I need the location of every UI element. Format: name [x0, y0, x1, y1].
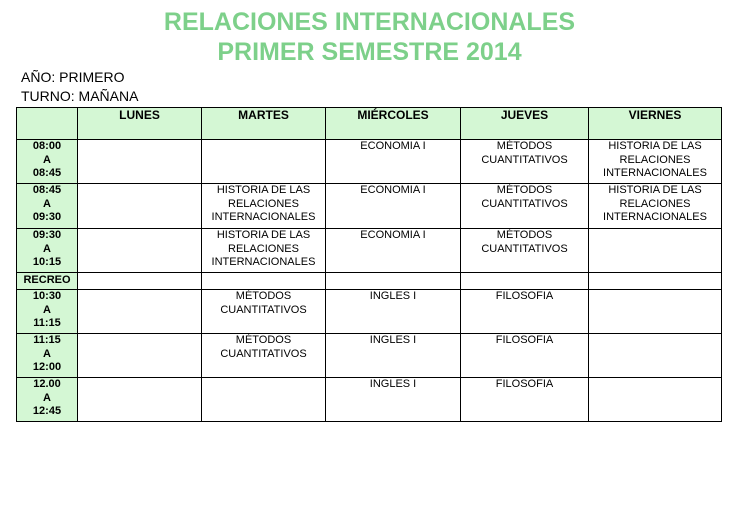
page-subtitle: PRIMER SEMESTRE 2014: [217, 38, 522, 66]
class-cell: [78, 229, 202, 273]
class-cell: [202, 378, 326, 422]
table-row: [17, 229, 722, 273]
time-sep: A: [43, 242, 51, 255]
class-cell: HISTORIA DE LAS RELACIONES INTERNACIONALES: [589, 184, 722, 229]
schedule-table: [16, 107, 722, 422]
page-title: RELACIONES INTERNACIONALES: [163, 8, 576, 36]
time-start: 09:30: [32, 229, 62, 241]
table-row: [17, 334, 722, 378]
table-row: [17, 290, 722, 334]
class-cell: FILOSOFIA: [461, 334, 589, 378]
time-start: 10:30: [32, 290, 62, 302]
class-cell: [78, 290, 202, 334]
time-sep: A: [43, 347, 51, 360]
class-cell: HISTORIA DE LAS RELACIONES INTERNACIONALES: [202, 229, 326, 273]
corner-cell: [17, 108, 78, 140]
time-end: 10:15: [32, 256, 62, 268]
time-sep: A: [43, 197, 51, 210]
break-cell: [326, 273, 461, 290]
time-start: 08:00: [32, 140, 62, 152]
class-cell: MÉTODOS CUANTITATIVOS: [202, 334, 326, 378]
time-end: 12:45: [32, 405, 62, 417]
break-label: RECREO: [17, 273, 78, 290]
time-slot: [17, 334, 78, 378]
class-cell: ECONOMIA I: [326, 229, 461, 273]
day-header-lunes: LUNES: [78, 108, 202, 140]
day-header-martes: MARTES: [202, 108, 326, 140]
time-sep: A: [43, 391, 51, 404]
year-label: AÑO: PRIMERO: [21, 69, 125, 85]
break-row: [17, 273, 722, 290]
day-header-jueves: JUEVES: [461, 108, 589, 140]
table-row: [17, 140, 722, 184]
time-slot: [17, 378, 78, 422]
class-cell: [589, 378, 722, 422]
class-cell: FILOSOFIA: [461, 290, 589, 334]
time-slot: [17, 184, 78, 229]
class-cell: INGLES I: [326, 334, 461, 378]
class-cell: [78, 378, 202, 422]
class-cell: [202, 140, 326, 184]
class-cell: HISTORIA DE LAS RELACIONES INTERNACIONALES: [589, 140, 722, 184]
class-cell: ECONOMIA I: [326, 140, 461, 184]
class-cell: [78, 140, 202, 184]
time-slot: [17, 290, 78, 334]
class-cell: FILOSOFIA: [461, 378, 589, 422]
break-cell: [589, 273, 722, 290]
class-cell: MÉTODOS CUANTITATIVOS: [461, 229, 589, 273]
time-slot: [17, 140, 78, 184]
table-row: [17, 378, 722, 422]
shift-label: TURNO: MAÑANA: [21, 88, 139, 104]
table-row: [17, 184, 722, 229]
class-cell: [589, 229, 722, 273]
class-cell: MÉTODOS CUANTITATIVOS: [461, 140, 589, 184]
time-start: 08:45: [32, 184, 62, 196]
class-cell: INGLES I: [326, 290, 461, 334]
header-row: [17, 108, 722, 140]
class-cell: [589, 290, 722, 334]
class-cell: INGLES I: [326, 378, 461, 422]
day-header-viernes: VIERNES: [589, 108, 722, 140]
class-cell: MÉTODOS CUANTITATIVOS: [202, 290, 326, 334]
time-end: 08:45: [32, 167, 62, 179]
time-end: 11:15: [33, 317, 61, 329]
break-cell: [461, 273, 589, 290]
class-cell: MÉTODOS CUANTITATIVOS: [461, 184, 589, 229]
break-cell: [78, 273, 202, 290]
time-sep: A: [43, 303, 51, 316]
class-cell: [78, 184, 202, 229]
day-header-miercoles: MIÉRCOLES: [326, 108, 461, 140]
class-cell: [78, 334, 202, 378]
time-end: 09:30: [32, 211, 62, 223]
class-cell: HISTORIA DE LAS RELACIONES INTERNACIONALES: [202, 184, 326, 229]
time-start: 12.00: [33, 378, 61, 390]
time-sep: A: [43, 153, 51, 166]
time-start: 11:15: [33, 334, 61, 346]
class-cell: ECONOMIA I: [326, 184, 461, 229]
break-cell: [202, 273, 326, 290]
time-end: 12:00: [32, 361, 62, 373]
time-slot: [17, 229, 78, 273]
class-cell: [589, 334, 722, 378]
